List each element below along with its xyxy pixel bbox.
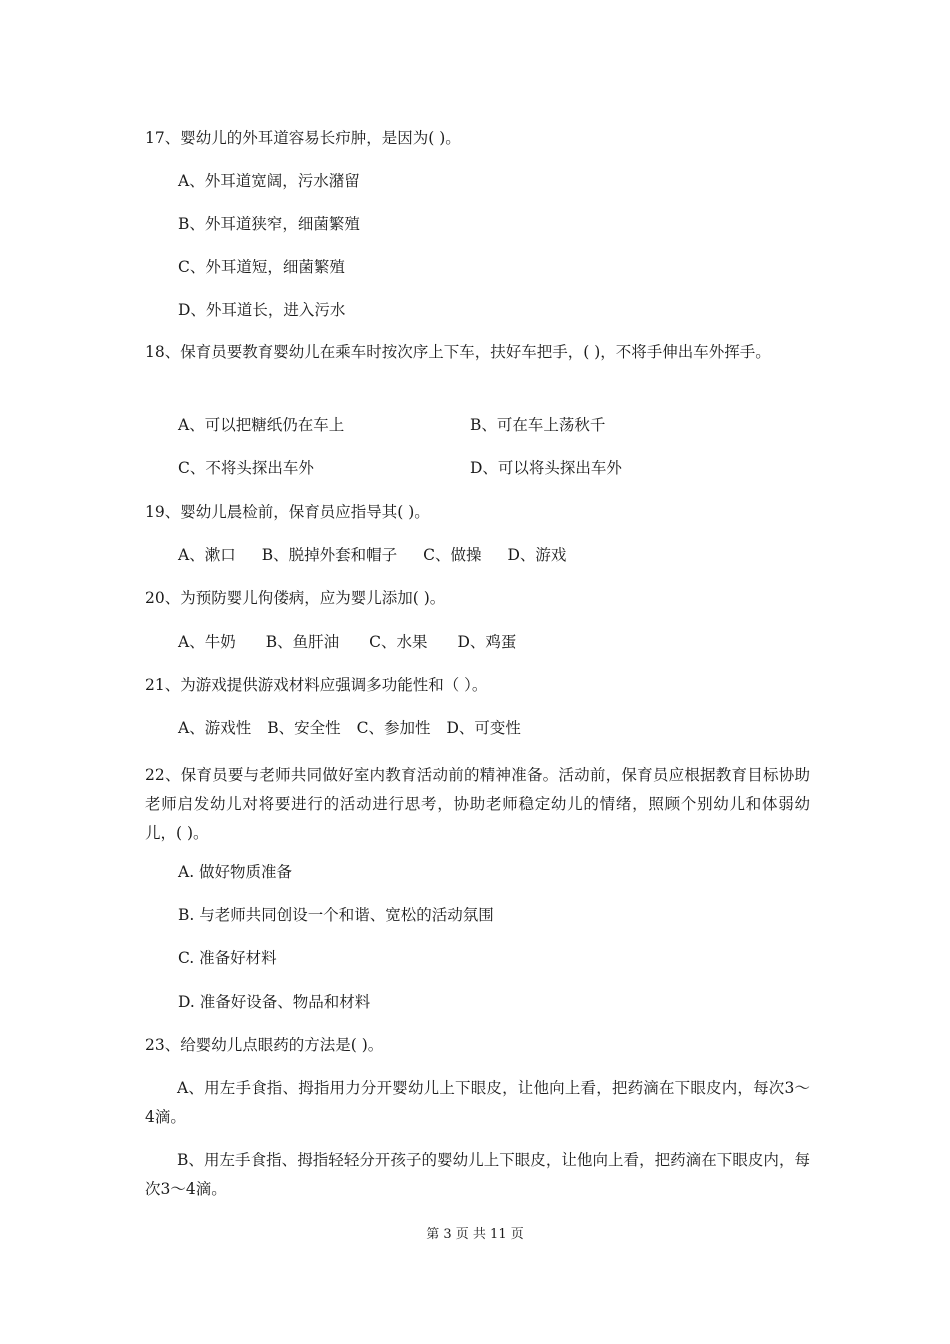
question-22-stem: 22、保育员要与老师共同做好室内教育活动前的精神准备。活动前，保育员应根据教育目标协助老师启发幼儿对将要进行的活动进行思考，协助老师稳定幼儿的情绪，照顾个别幼儿和体弱幼儿，( )。: [145, 766, 810, 842]
question-20-stem: 20、为预防婴儿佝偻病，应为婴儿添加( )。: [145, 589, 446, 607]
question-18-option-d: D、可以将头探出车外: [470, 459, 622, 477]
question-18-option-c: C、不将头探出车外: [178, 459, 314, 477]
question-17-stem: 17、婴幼儿的外耳道容易长疖肿，是因为( )。: [145, 129, 461, 147]
question-23-option-a: A、用左手食指、拇指用力分开婴幼儿上下眼皮，让他向上看，把药滴在下眼皮内，每次3～4滴。: [145, 1079, 810, 1126]
question-21-option-d: D、可变性: [446, 719, 521, 737]
question-17-option-a: A、外耳道宽阔，污水潴留: [178, 172, 360, 190]
question-21-option-b: B、安全性: [267, 719, 341, 737]
question-22-option-a: A. 做好物质准备: [178, 863, 293, 881]
question-18-option-b: B、可在车上荡秋千: [470, 416, 606, 434]
question-17-option-b: B、外耳道狭窄，细菌繁殖: [178, 215, 360, 233]
question-22-option-b: B. 与老师共同创设一个和谐、宽松的活动氛围: [178, 906, 494, 924]
question-18-stem: 18、保育员要教育婴幼儿在乘车时按次序上下车，扶好车把手，( )，不将手伸出车外挥手。: [145, 343, 771, 361]
question-20-options: [178, 632, 516, 652]
question-19-stem: 19、婴幼儿晨检前，保育员应指导其( )。: [145, 503, 430, 521]
question-21-stem: 21、为游戏提供游戏材料应强调多功能性和（ ）。: [145, 676, 488, 694]
question-20-option-c: C、水果: [369, 633, 428, 651]
question-21-option-a: A、游戏性: [178, 719, 252, 737]
question-19-option-a: A、漱口: [178, 546, 236, 564]
question-22-option-c: C. 准备好材料: [178, 949, 277, 967]
question-21-options: [178, 718, 521, 738]
page-number-footer: 第 3 页 共 11 页: [426, 1227, 524, 1242]
question-17-option-d: D、外耳道长，进入污水: [178, 301, 346, 319]
question-19-option-b: B、脱掉外套和帽子: [261, 546, 398, 564]
question-20-option-a: A、牛奶: [178, 633, 236, 651]
question-18-option-a: A、可以把糖纸仍在车上: [178, 416, 345, 434]
question-23-stem: 23、给婴幼儿点眼药的方法是( )。: [145, 1036, 384, 1054]
question-23-option-b: B、用左手食指、拇指轻轻分开孩子的婴幼儿上下眼皮，让他向上看，把药滴在下眼皮内，每次3～4滴。: [145, 1151, 810, 1198]
question-19-option-c: C、做操: [423, 546, 482, 564]
question-17-option-c: C、外耳道短，细菌繁殖: [178, 258, 345, 276]
question-22-option-d: D. 准备好设备、物品和材料: [178, 993, 371, 1011]
question-19-options: [178, 545, 566, 565]
question-20-option-d: D、鸡蛋: [457, 633, 517, 651]
question-19-option-d: D、游戏: [507, 546, 567, 564]
question-21-option-c: C、参加性: [356, 719, 431, 737]
question-20-option-b: B、鱼肝油: [265, 633, 340, 651]
